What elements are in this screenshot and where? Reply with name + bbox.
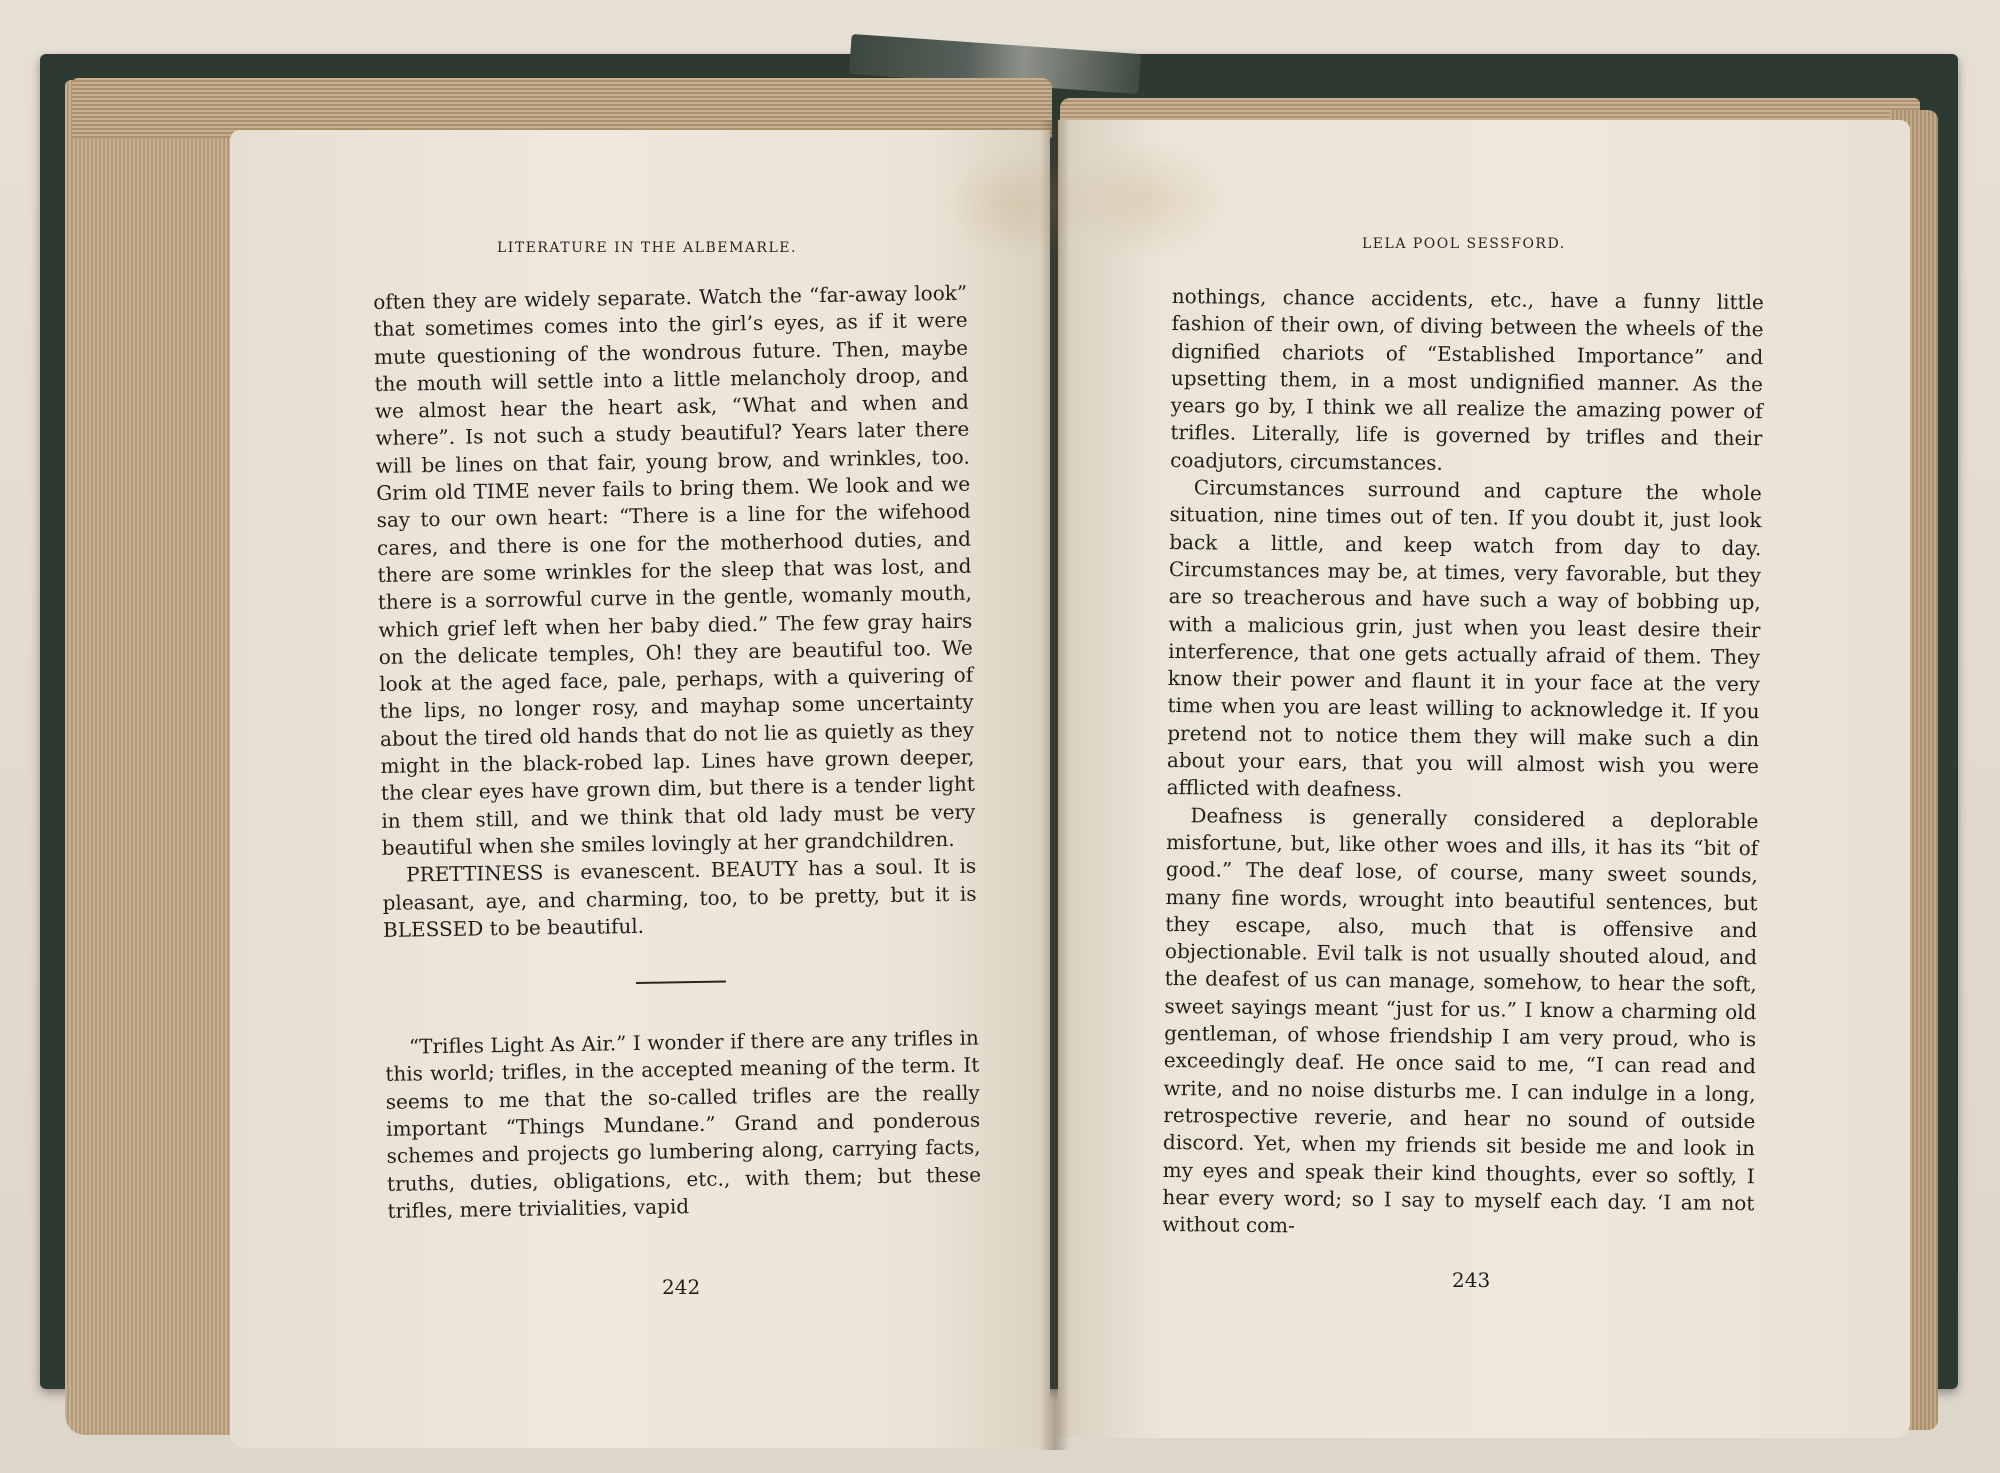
- left-paragraph-2: PRETTINESS is evanescent. BEAUTY has a soul. It is pleasant, aye, and charming, too, to be pretty, but it is BLESSED to be beautiful.: [382, 853, 977, 942]
- water-stain: [1060, 140, 1230, 260]
- left-paragraph-3: “Trifles Light As Air.” I wonder if there are any trifles in this world; trifles, in the accepted meaning of the term. It seems to me that the so-called trifles are the really important “Things Mundane.” Grand and ponderous schemes and projects go lumbering along, carrying facts, truths, duties, obligations, etc., with them; but these trifles, mere trivialities, vapid: [385, 1025, 982, 1223]
- right-paragraph-1: nothings, chance accidents, etc., have a funny little fashion of their own, of diving between the wheels of the dignified chariots of “Established Importance” and upsetting them, in a most undignified manner. As the years go by, I think we all realize the amazing power of trifles. Literally, life is governed by trifles and their coadjutors, circumstances.: [1170, 283, 1764, 475]
- left-paragraph-1: often they are widely separate. Watch the “far-away look” that sometimes comes into the girl’s eyes, as if it were mute questioning of the wondrous future. Then, maybe the mouth will settle into a little melancholy droop, and we almost hear the heart ask, “What and when and where”. Is not such a study beautiful? Years later there will be lines on that fair, young brow, and wrinkles, too. Grim old TIME never fails to bring them. We look and we say to our own heart: “There is a line for the wifehood cares, and there is one for the motherhood duties, and there are some wrinkles for the sleep that was lost, and there is a sorrowful curve in the gentle, womanly mouth, which grief left when her baby died.” The few gray hairs on the delicate temples, Oh! they are beautiful too. We look at the aged face, pale, perhaps, with a quivering of the lips, no longer rosy, and mayhap some uncertainty about the tired old hands that do not lie as quietly as they might in the black-robed lap. Lines have grown deeper, the clear eyes have grown dim, but there is a tender light in them still, and we think that old lady must be very beautiful when she smiles lovingly at her grandchildren.: [373, 280, 976, 860]
- right-page-text: [1162, 283, 1764, 1245]
- left-page-block-edge: [65, 80, 255, 1435]
- left-top-page-edges: [72, 78, 1052, 138]
- left-running-head: LITERATURE IN THE ALBEMARLE.: [497, 240, 797, 256]
- right-paragraph-2: Circumstances surround and capture the whole situation, nine times out of ten. If you doubt it, just look back a little, and keep watch from day to day. Circumstances may be, at times, very favorable, but they are so treacherous and have such a way of bobbing up, with a malicious grin, just when you least desire their interference, that one gets actually afraid of them. They know their power and flaunt it in your face at the very time when you are least willing to acknowledge it. If you pretend not to notice them they will make such a din about your ears, that you will almost wish you were afflicted with deafness.: [1166, 475, 1762, 802]
- right-running-head: LELA POOL SESSFORD.: [1362, 236, 1566, 252]
- right-page-number: 243: [1452, 1268, 1491, 1292]
- section-divider-rule: [636, 981, 726, 984]
- left-page-text: [373, 280, 982, 1225]
- left-page-number: 242: [662, 1275, 701, 1299]
- right-paragraph-3: Deafness is generally considered a deplorable misfortune, but, like other woes and ills, it has its “bit of good.” The deaf lose, of course, many sweet sounds, many fine words, wrought into beautiful sentences, but they escape, also, much that is offensive and objectionable. Evil talk is not usually shouted aloud, and the deafest of us can manage, somehow, to hear the soft, sweet sayings meant “just for us.” I know a charming old gentleman, of whose friendship I am very proud, who is exceedingly deaf. He once said to me, “I can read and write, and no noise disturbs me. I can indulge in a long, retrospective reverie, and hear no sound of outside discord. Yet, when my friends sit beside me and look in my eyes and speak their kind thoughts, ever so softly, I hear every word; so I say to myself each day. ‘I am not without com-: [1162, 802, 1759, 1238]
- book-gutter: [1040, 120, 1070, 1450]
